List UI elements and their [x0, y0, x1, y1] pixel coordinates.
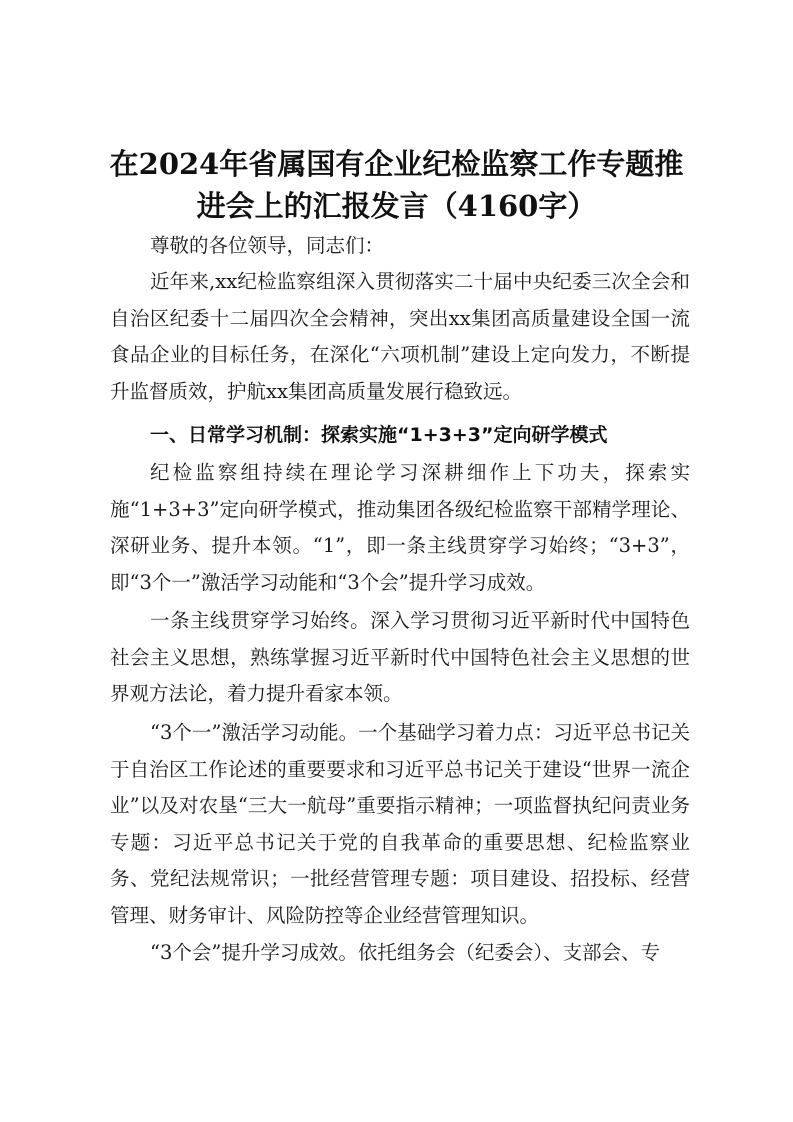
greeting: 尊敬的各位领导，同志们： — [150, 234, 385, 257]
paragraph-study-model: 纪检监察组持续在理论学习深耕细作上下功夫，探索实施“1+3+3”定向研学模式，推动集团各级纪检监察干部精学理论、深研业务、提升本领。“1”，即一条主线贯穿学习始终；“3+3”，即“3个一”激活学习动能和“3个会”提升学习成效。 — [110, 461, 690, 594]
paragraph-three-meetings: “3个会”提升学习成效。依托组务会（纪委会）、支部会、专 — [150, 941, 661, 964]
paragraph-main-line: 一条主线贯穿学习始终。深入学习贯彻习近平新时代中国特色社会主义思想，熟练掌握习近平新时代中国特色社会主义思想的世界观方法论，着力提升看家本领。 — [110, 609, 690, 706]
section-heading-1: 一、日常学习机制：探索实施“1+3+3”定向研学模式 — [150, 424, 608, 446]
document-title-line-2: 进会上的汇报发言（4160字） — [196, 189, 597, 223]
document-title-line-1: 在2024年省属国有企业纪检监察工作专题推 — [109, 147, 684, 181]
paragraph-intro: 近年来,xx纪检监察组深入贯彻落实二十届中央纪委三次全会和自治区纪委十二届四次全会精神，突出xx集团高质量建设全国一流食品企业的目标任务，在深化“六项机制”建设上定向发力，不断提升监督质效，护航xx集团高质量发展行稳致远。 — [110, 270, 690, 403]
paragraph-three-ones: “3个一”激活学习动能。一个基础学习着力点：习近平总书记关于自治区工作论述的重要要求和习近平总书记关于建设“世界一流企业”以及对农垦“三大一航母”重要指示精神；一项监督执纪问责业务专题：习近平总书记关于党的自我革命的重要思想、纪检监察业务、党纪法规常识；一批经营管理专题：项目建设、招投标、经营管理、财务审计、风险防控等企业经营管理知识。 — [110, 721, 690, 927]
